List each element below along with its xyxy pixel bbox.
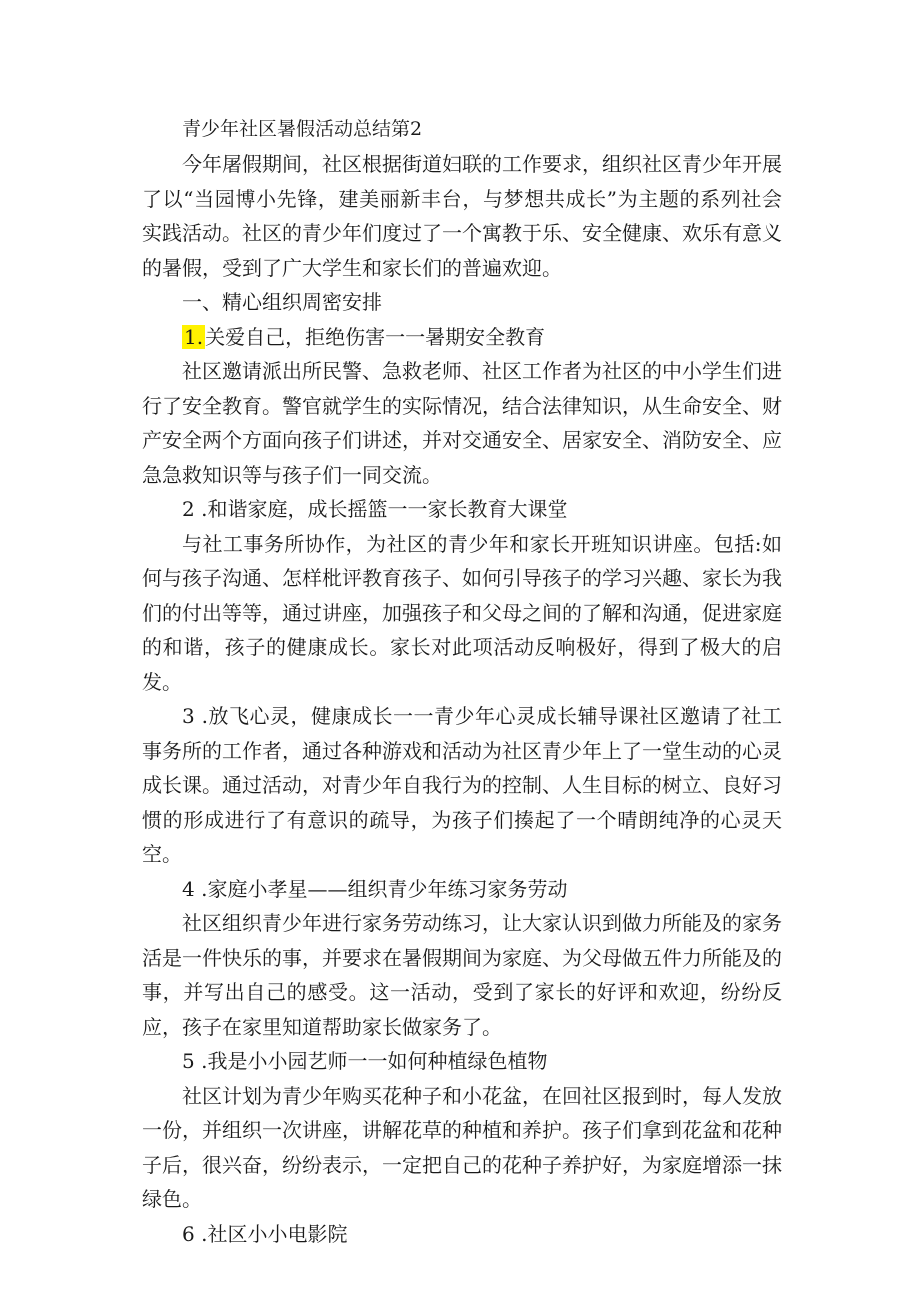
item-heading-4: 4 .家庭小孝星——组织青少年练习家务劳动 [182,876,568,901]
intro-paragraph: 今年屠假期间，社区根据街道妇联的工作要求，组织社区青少年开展了以“当园博小先锋，建美丽新丰台，与梦想共成长”为主题的系列社会实践活动。社区的青少年们度过了一个寓教于乐、安全健康、欢乐有意义的暑假，受到了广大学生和家长们的普遍欢迎。 [142,152,782,280]
item-heading-1: 1. 关爱自己，拒绝伤害一一暑期安全教育 [184,324,546,349]
item-heading-6: 6 .社区小小电影院 [182,1221,348,1246]
highlighted-number: 1. [184,324,204,349]
item-heading-3: 3 .放飞心灵，健康成长一一青少年心灵成长辅导课社区邀请了社工事务所的工作者，通过各种游戏和活动为社区青少年上了一堂生动的心灵成长课。通过活动，对青少年自我行为的控制、人生目标的树立、良好习惯的形成进行了有意识的疏导，为孩子们揍起了一个晴朗纯净的心灵天空。 [142,704,782,866]
section-heading: 一、精心组织周密安排 [182,290,382,314]
item-body-4: 社区组织青少年进行家务劳动练习，让大家认识到做力所能及的家务活是一件快乐的事，并要求在暑假期间为家庭、为父母做五件力所能及的事，并写出自己的感受。这一活动，受到了家长的好评和欢迎，纷纷反应，孩子在家里知道帮助家长做家务了。 [142,911,782,1039]
item-body-5: 社区计划为青少年购买花种子和小花盆，在回社区报到时，每人发放一份，并组织一次讲座，讲解花草的种植和养护。孩子们拿到花盆和花种子后，很兴奋，纷纷表示，一定把自己的花种子养护好，为家庭增添一抹绿色。 [142,1083,782,1211]
document-body [142,113,782,1251]
item-heading-2: 2 .和谐家庭，成长摇篮一一家长教育大课堂 [182,497,568,521]
document-title: 青少年社区暑假活动总结第2 [182,118,423,140]
item-heading-5: 5 .我是小小园艺师一一如何种植绿色植物 [182,1049,548,1073]
item-body-1: 社区邀请派出所民警、急救老师、社区工作者为社区的中小学生们进行了安全教育。警官就学生的实际情况，结合法律知识，从生命安全、财产安全两个方面向孩子们讲述，并对交通安全、居家安全、消防安全、应急急救知识等与孩子们一同交流。 [142,359,782,487]
item-body-2: 与社工事务所协作，为社区的青少年和家长开班知识讲座。包括:如何与孩子沟通、怎样枇评教育孩子、如何引导孩子的学习兴趣、家长为我们的付出等等，通过讲座，加强孩子和父母之间的了解和沟通，促进家庭的和谐，孩子的健康成长。家长对此项活动反响极好，得到了极大的启发。 [142,531,782,694]
